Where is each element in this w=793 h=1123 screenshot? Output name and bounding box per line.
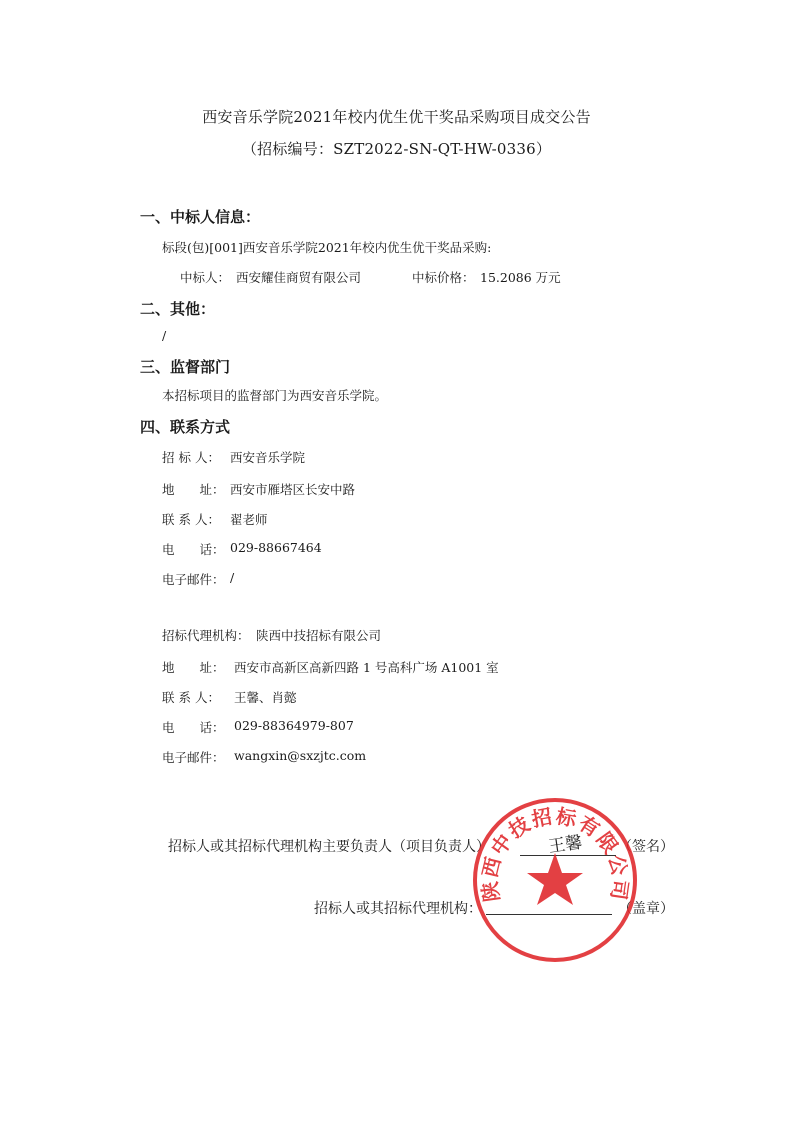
seal-label: 招标人或其招标代理机构： <box>314 901 482 917</box>
buyer-address: 西安市雁塔区长安中路 <box>230 482 356 497</box>
document-title: 西安音乐学院2021年校内优生优干奖品采购项目成交公告 <box>202 108 591 126</box>
section-1-heading: 一、中标人信息： <box>140 208 261 226</box>
agent-address: 西安市高新区高新四路 1 号高科广场 A1001 室 <box>234 660 499 675</box>
price-value: 15.2086 万元 <box>480 270 561 285</box>
agent-email: wangxin@sxzjtc.com <box>234 748 367 763</box>
seal-star-icon <box>527 853 583 905</box>
winner-label: 中标人： <box>180 270 231 285</box>
sign-suffix: （签名） <box>618 839 674 855</box>
agent-name-label: 招标代理机构： <box>162 628 250 643</box>
agent-address-label: 地 址： <box>162 660 225 675</box>
price-label: 中标价格： <box>412 270 475 285</box>
buyer-email: / <box>230 570 235 585</box>
agent-phone-label: 电 话： <box>162 720 225 735</box>
agent-contact: 王馨、肖懿 <box>234 690 297 705</box>
agent-phone: 029-88364979-807 <box>234 718 354 733</box>
winner-value: 西安耀佳商贸有限公司 <box>236 270 362 285</box>
tender-number: （招标编号：SZT2022-SN-QT-HW-0336） <box>241 140 552 158</box>
buyer-name-label: 招 标 人： <box>162 450 220 465</box>
agent-email-label: 电子邮件： <box>162 750 225 765</box>
buyer-contact: 翟老师 <box>230 512 268 527</box>
official-seal-icon <box>470 795 640 965</box>
agent-contact-label: 联 系 人： <box>162 690 220 705</box>
sign-label: 招标人或其招标代理机构主要负责人（项目负责人） <box>168 839 490 855</box>
handwritten-signature: 王馨 <box>547 832 584 858</box>
buyer-phone: 029-88667464 <box>230 540 322 555</box>
agent-name: 陕西中技招标有限公司 <box>256 628 382 643</box>
buyer-email-label: 电子邮件： <box>162 572 225 587</box>
seal-suffix: （盖章） <box>618 901 674 917</box>
lot-description: 标段(包)[001]西安音乐学院2021年校内优生优干奖品采购: <box>162 240 492 255</box>
buyer-contact-label: 联 系 人： <box>162 512 220 527</box>
section-2-heading: 二、其他： <box>140 300 216 318</box>
seal-text: 陕西中技招标有限公司 <box>477 803 633 904</box>
buyer-address-label: 地 址： <box>162 482 225 497</box>
section-3-heading: 三、监督部门 <box>140 358 231 376</box>
section-2-content: / <box>162 328 167 343</box>
buyer-phone-label: 电 话： <box>162 542 225 557</box>
section-3-content: 本招标项目的监督部门为西安音乐学院。 <box>162 388 388 403</box>
section-4-heading: 四、联系方式 <box>140 418 231 436</box>
buyer-name: 西安音乐学院 <box>230 450 306 465</box>
